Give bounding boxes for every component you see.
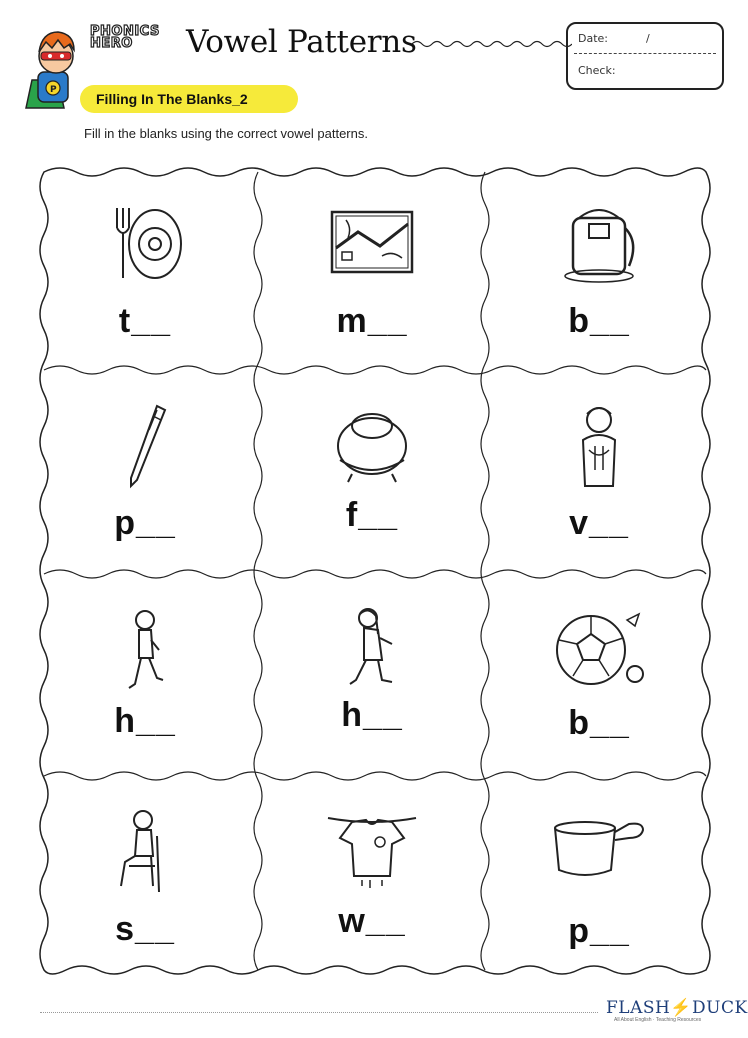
card-2 [259,170,485,372]
card-11 [259,778,485,980]
phonics-hero-logo [90,26,160,50]
logo-text: FLASH⚡DUCK [606,998,748,1018]
worksheet-header [0,0,748,150]
wavy-divider [412,38,572,50]
laundry-shirt-icon [322,806,422,896]
brand-line-2: HERO [90,36,133,51]
check-label: Check: [578,64,616,77]
worksheet-subtitle: Filling In The Blanks_2 [96,91,248,107]
date-check-box [566,22,724,90]
logo-tagline: All About English · Teaching Resources [614,1017,702,1023]
date-divider [574,53,716,54]
card-6 [486,372,712,574]
instruction-text: Fill in the blanks using the correct vowel patterns. [84,126,368,141]
soccer-ball-icon [549,604,649,694]
map-icon [322,198,422,288]
card-prompt: h__ [114,702,176,740]
card-1 [32,170,258,372]
boy-walking-icon [95,604,195,694]
card-prompt: m__ [336,302,408,340]
card-prompt: b__ [568,704,630,742]
card-prompt: w__ [338,902,406,940]
card-12 [486,778,712,980]
card-7 [32,576,258,778]
saucepan-icon [549,806,649,896]
girl-walking-icon [322,604,422,694]
boy-icon [549,400,649,490]
card-prompt: p__ [568,912,630,950]
pen-icon [95,400,195,490]
bag-icon [549,198,649,288]
card-prompt: v__ [569,504,629,542]
card-5 [259,372,485,574]
card-prompt: p__ [114,504,176,542]
footer-divider [40,1012,598,1013]
card-10 [32,778,258,980]
plate-fork-donut-icon [95,198,195,288]
card-4 [32,372,258,574]
flash-duck-logo [606,998,748,1024]
card-prompt: h__ [341,696,403,734]
subtitle-pill [80,85,298,113]
card-prompt: s__ [115,910,175,948]
svg-text:P: P [50,85,57,95]
food-bowl-icon [322,400,422,490]
girl-sitting-icon [95,806,195,896]
date-label: Date: [578,32,608,45]
card-grid [30,162,720,982]
date-separator: / [646,32,650,45]
card-prompt: f__ [345,496,399,534]
card-prompt: t__ [118,302,172,340]
card-3 [486,170,712,372]
worksheet-title: Vowel Patterns [186,24,417,60]
card-9 [486,576,712,778]
card-8 [259,576,485,778]
card-prompt: b__ [568,302,630,340]
brand-line-1: PHONICS [90,24,160,39]
